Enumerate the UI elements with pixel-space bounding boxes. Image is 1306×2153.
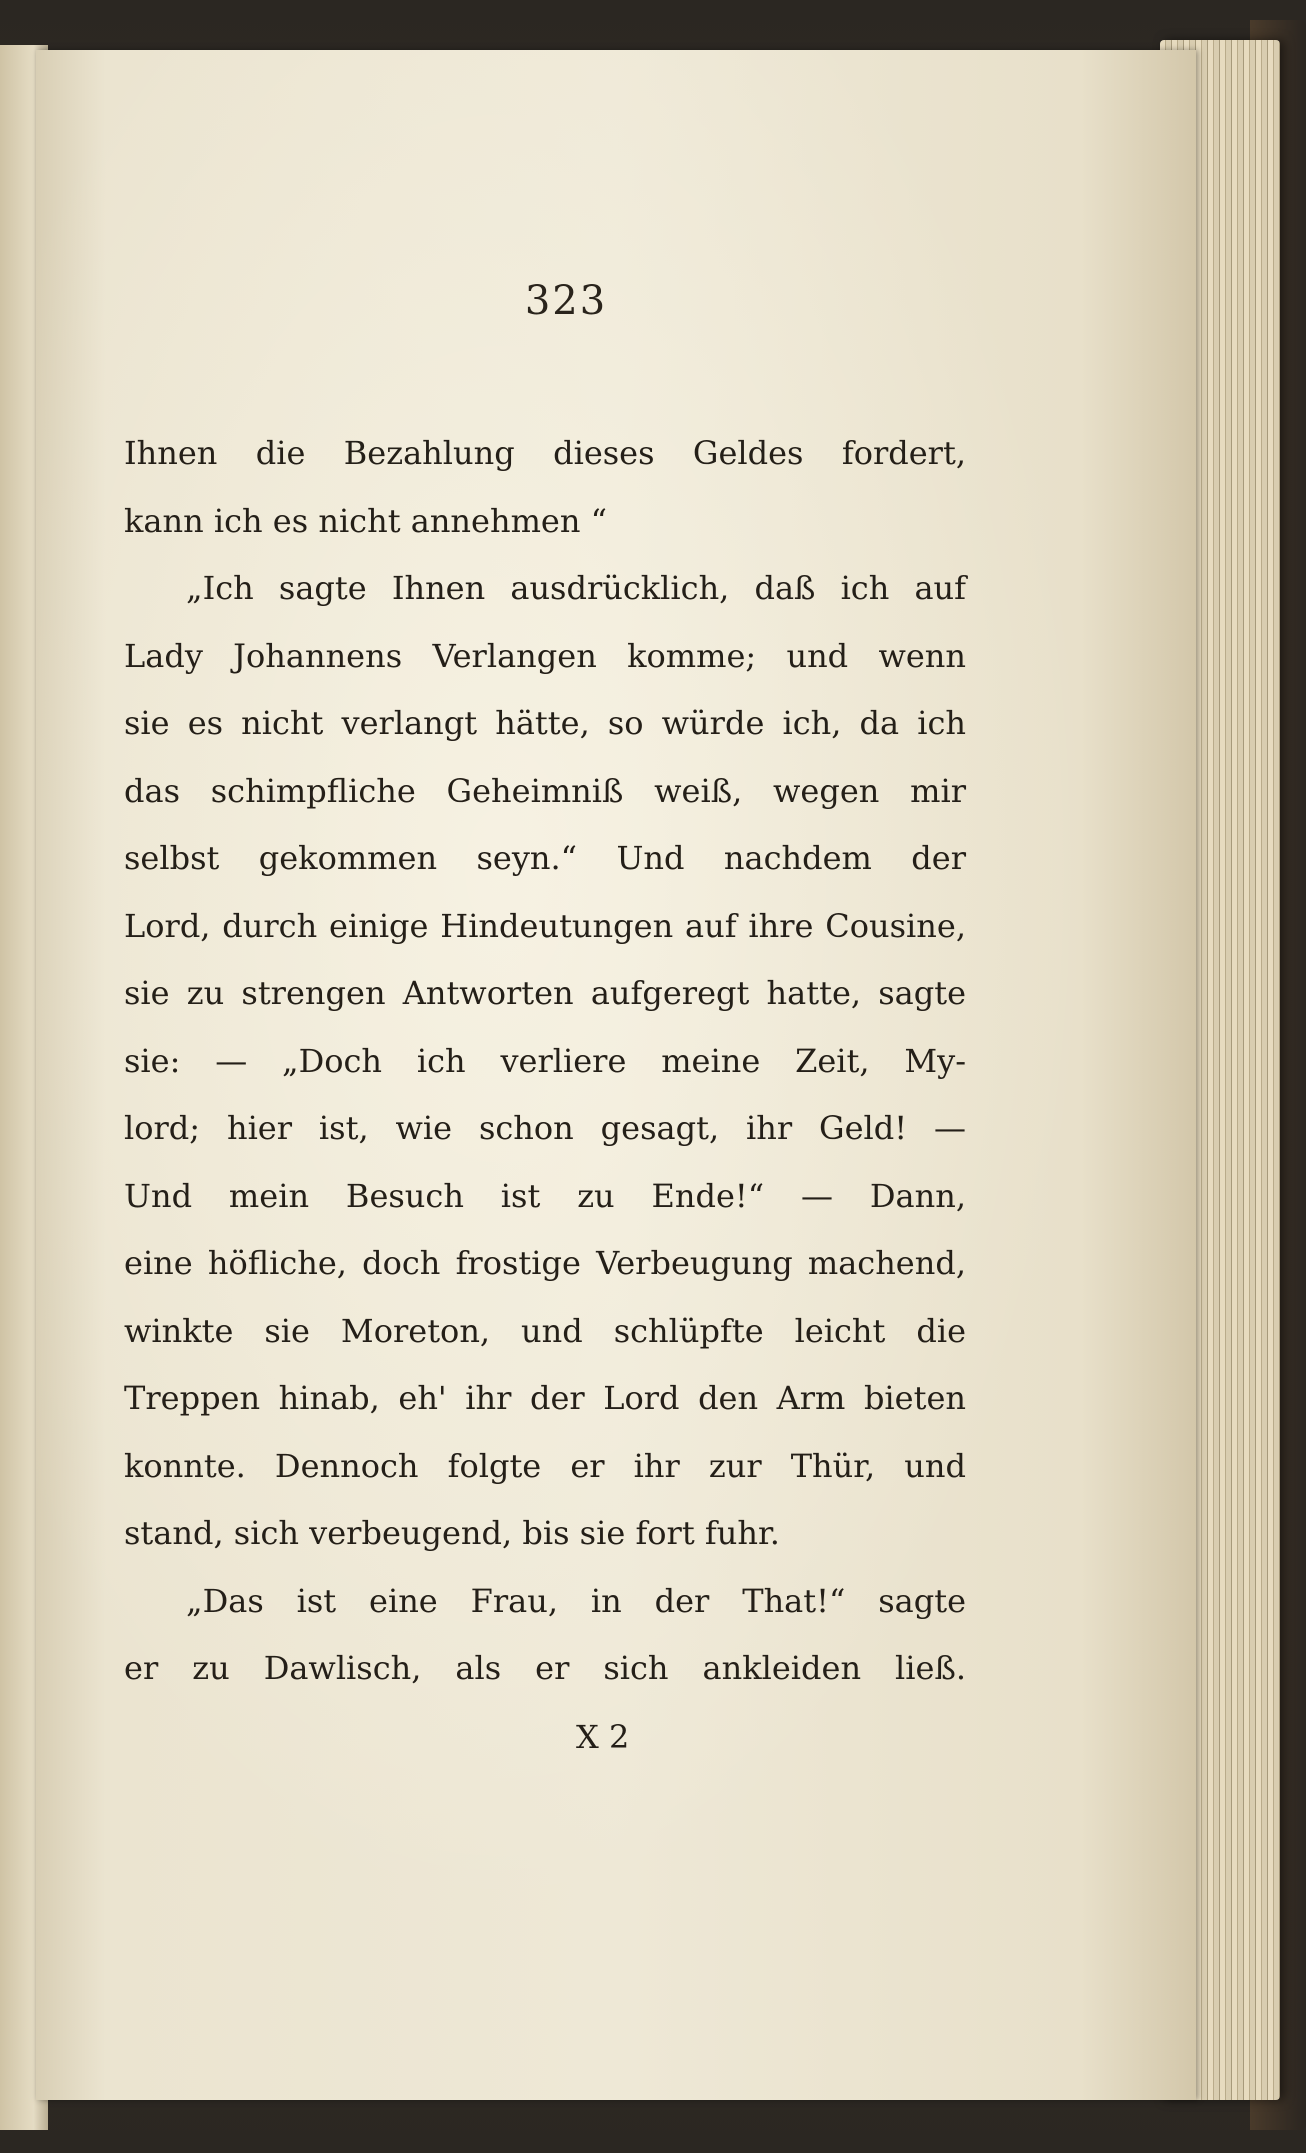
line-text: kann ich es nicht annehmen “ <box>124 501 607 540</box>
text-line <box>124 623 966 691</box>
line-text: er zu Dawlisch, als er sich ankleiden ließ. <box>124 1649 966 1687</box>
text-line <box>124 555 966 623</box>
text-line <box>124 825 966 893</box>
text-line <box>124 1500 966 1568</box>
line-text: sie es nicht verlangt hätte, so würde ich, da ich <box>124 704 966 742</box>
line-text: konnte. Dennoch folgte er ihr zur Thür, und <box>124 1446 966 1485</box>
line-text: das schimpfliche Geheimniß weiß, wegen mir <box>124 771 966 810</box>
line-text: „Das ist eine Frau, in der That!“ sagte <box>186 1581 966 1620</box>
line-text: stand, sich verbeugend, bis sie fort fuhr. <box>124 1514 780 1552</box>
line-text: Ihnen die Bezahlung dieses Geldes fordert, <box>124 434 966 472</box>
text-line <box>124 893 966 961</box>
text-line <box>124 488 966 556</box>
page-number: 323 <box>524 278 608 324</box>
line-text: Lady Johannens Verlangen komme; und wenn <box>124 636 966 675</box>
text-line <box>124 1433 966 1501</box>
text-line <box>124 1230 966 1298</box>
page-text <box>124 420 966 1703</box>
text-line <box>124 1298 966 1366</box>
line-text: sie zu strengen Antworten aufgeregt hatte, sagte <box>124 974 966 1012</box>
text-line <box>124 758 966 826</box>
text-line <box>124 960 966 1028</box>
line-text: lord; hier ist, wie schon gesagt, ihr Geld! — <box>124 1109 966 1147</box>
line-text: winkte sie Moreton, und schlüpfte leicht die <box>124 1311 966 1350</box>
line-text: eine höfliche, doch frostige Verbeugung machend, <box>124 1244 966 1282</box>
line-text: „Ich sagte Ihnen ausdrücklich, daß ich auf <box>186 569 966 607</box>
book-page <box>36 50 1196 2100</box>
text-line <box>124 1095 966 1163</box>
line-text: Lord, durch einige Hindeutungen auf ihre Cousine, <box>124 906 966 945</box>
text-line <box>124 1028 966 1096</box>
signature-mark: X 2 <box>576 1718 630 1756</box>
line-text: Und mein Besuch ist zu Ende!“ — Dann, <box>124 1176 966 1215</box>
text-line <box>124 690 966 758</box>
text-line <box>124 1635 966 1703</box>
text-line <box>124 1365 966 1433</box>
text-line <box>124 1568 966 1636</box>
line-text: selbst gekommen seyn.“ Und nachdem der <box>124 839 966 877</box>
line-text: sie: — „Doch ich verliere meine Zeit, My- <box>124 1041 966 1080</box>
text-line <box>124 420 966 488</box>
text-line <box>124 1163 966 1231</box>
line-text: Treppen hinab, eh' ihr der Lord den Arm bieten <box>124 1379 966 1417</box>
